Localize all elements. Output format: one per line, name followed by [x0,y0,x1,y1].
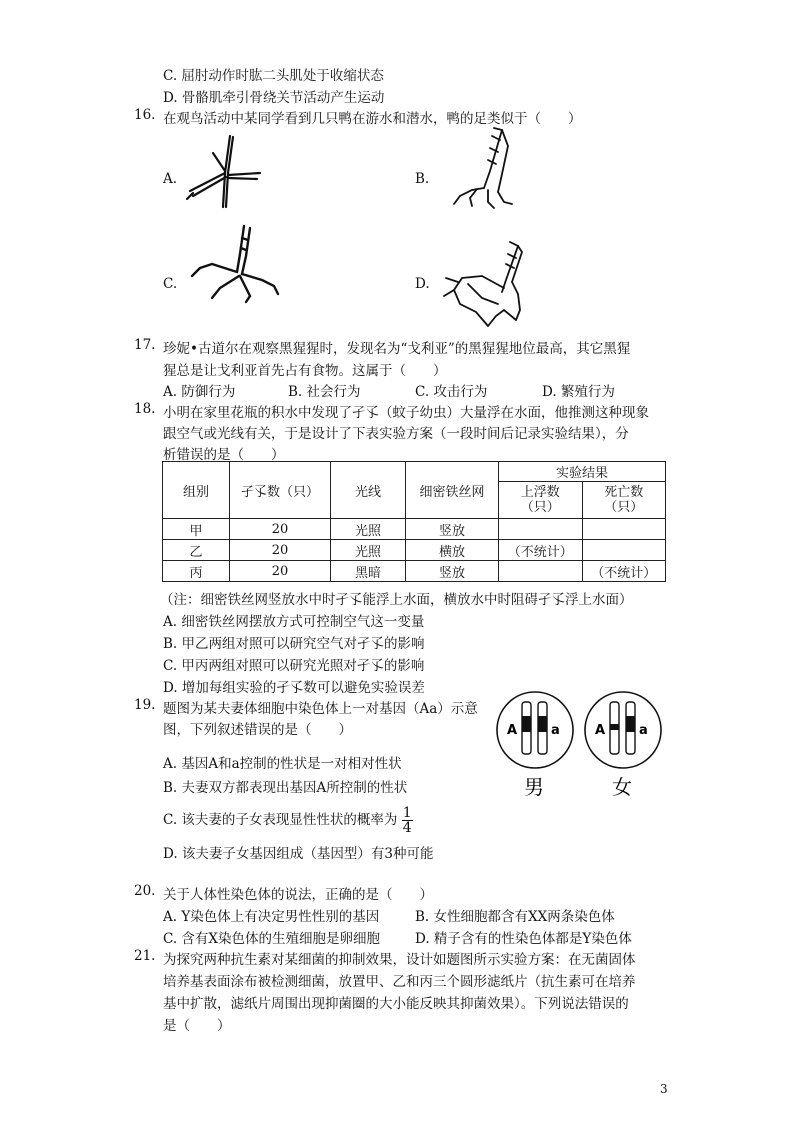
female-gene-A-label: A [595,723,606,738]
table-cell: 光照 [331,519,406,540]
table-cell: 20 [230,561,331,582]
table-header-float-line1: 上浮数 [520,485,560,500]
q17-stem-line2: 猩总是让戈利亚首先占有食物。这属于（ ） [163,363,447,379]
page-number: 3 [660,1082,668,1096]
table-header-dead-line2: （只） [604,500,644,515]
female-gene-a-label: a [639,723,648,738]
q18-stem-line3: 析错误的是（ ） [163,447,285,463]
table-row [163,540,666,561]
q15-option-c: C. 屈肘动作时肱二头肌处于收缩状态 [163,68,384,84]
q18-stem-line2: 跟空气或光线有关，于是设计了下表实验方案（一段时间后记录实验结果），分 [163,426,629,442]
q17-number: 17. [134,337,156,353]
table-cell: 横放 [406,540,499,561]
table-cell: 20 [230,540,331,561]
q20-stem: 关于人体性染色体的说法，正确的是（ ） [163,887,433,903]
q17-option-c: C. 攻击行为 [415,384,488,400]
q21-stem-line3: 基中扩散，滤纸片周围出现抑菌圈的大小能反映其抑菌效果）。下列说法错误的 [163,996,629,1012]
table-header-dead [582,482,666,519]
q21-stem-line4: 是（ ） [163,1018,231,1034]
table-cell: （不统计） [499,540,583,561]
q16-stem: 在观鸟活动中某同学看到几只鸭在游水和潜水，鸭的足类似于（ ） [163,111,582,127]
female-label: 女 [612,775,632,799]
q21-stem-line1: 为探究两种抗生素对某细菌的抑制效果，设计如题图所示实验方案：在无菌固体 [163,952,636,968]
table-header-light: 光线 [331,462,406,519]
table-cell: （不统计） [582,561,666,582]
q19-option-c [163,806,413,835]
q20-option-a: A. Y染色体上有决定男性性别的基因 [163,909,380,925]
q15-option-d: D. 骨骼肌牵引骨绕关节活动产生运动 [163,90,385,106]
table-row [163,519,666,540]
q17-option-a: A. 防御行为 [163,384,236,400]
table-cell: 光照 [331,540,406,561]
q16-label-a: A. [163,171,178,187]
table-cell: 黑暗 [331,561,406,582]
table-cell [582,540,666,561]
table-cell: 甲 [163,519,230,540]
table-cell: 竖放 [406,519,499,540]
q16-foot-a-image [185,133,265,211]
table-row [163,561,666,582]
table-cell: 竖放 [406,561,499,582]
q21-stem-line2: 培养基表面涂布被检测细菌，放置甲、乙和丙三个圆形滤纸片（抗生素可在培养 [163,974,636,990]
table-cell: 20 [230,519,331,540]
male-gene-A-label: A [507,723,518,738]
male-label: 男 [524,775,544,799]
q17-option-d: D. 繁殖行为 [542,384,615,400]
q19-option-d: D. 该夫妻子女基因组成（基因型）有3种可能 [163,846,434,862]
table-cell [499,519,583,540]
fraction-numerator: 1 [402,805,412,821]
q20-option-b: B. 女性细胞都含有XX两条染色体 [415,909,615,925]
q19-fraction [402,806,413,835]
q21-number: 21. [134,948,156,964]
q16-label-d: D. [415,276,430,292]
q20-option-d: D. 精子含有的性染色体都是Y染色体 [415,931,632,947]
q19-chromosome-figure [492,690,676,800]
q16-label-b: B. [415,171,430,187]
q16-foot-b-image [432,126,522,211]
table-cell: 乙 [163,540,230,561]
table-header-dead-line1: 死亡数 [604,485,644,500]
q18-option-d: D. 增加每组实验的孑孓数可以避免实验误差 [163,680,425,696]
female-cell-diagram [585,692,661,768]
male-gene-a-label: a [551,723,560,738]
q16-number: 16. [134,107,156,123]
table-header-count: 孑孓数（只） [230,462,331,519]
table-header-float [499,482,583,519]
q18-stem-line1: 小明在家里花瓶的积水中发现了孑孓（蚊子幼虫）大量浮在水面，他推测这种现象 [163,405,649,421]
table-header-result: 实验结果 [499,462,666,482]
table-header-float-line2: （只） [520,500,560,515]
q20-option-c: C. 含有X染色体的生殖细胞是卵细胞 [163,931,381,947]
q18-option-a: A. 细密铁丝网摆放方式可控制空气这一变量 [163,614,425,630]
q19-number: 19. [134,697,156,713]
table-cell [582,519,666,540]
q18-number: 18. [134,401,156,417]
q19-option-b: B. 夫妻双方都表现出基因A所控制的性状 [163,780,408,796]
table-cell [499,561,583,582]
q19-option-a: A. 基因A和a控制的性状是一对相对性状 [163,756,402,772]
q17-stem-line1: 珍妮•古道尔在观察黑猩猩时，发现名为“戈利亚”的黑猩猩地位最高，其它黑猩 [163,341,631,357]
q20-number: 20. [134,883,156,899]
q18-experiment-table [162,461,666,582]
male-cell-diagram [497,692,573,768]
q19-option-c-text: C. 该夫妻的子女表现显性性状的概率为 [163,812,398,828]
table-header-group: 组别 [163,462,230,519]
q19-stem-line1: 题图为某夫妻体细胞中染色体上一对基因（Aa）示意 [163,701,478,717]
q16-foot-d-image [432,240,527,328]
fraction-denominator: 4 [402,820,412,836]
q18-option-c: C. 甲丙两组对照可以研究光照对孑孓的影响 [163,658,425,674]
q16-label-c: C. [163,276,178,292]
q18-note: （注：细密铁丝网竖放水中时孑孓能浮上水面，横放水中时阻碍孑孓浮上水面） [160,592,633,608]
table-header-mesh: 细密铁丝网 [406,462,499,519]
q19-stem-line2: 图，下列叙述错误的是（ ） [163,722,352,738]
q16-foot-c-image [182,224,282,304]
q18-option-b: B. 甲乙两组对照可以研究空气对孑孓的影响 [163,636,425,652]
table-cell: 丙 [163,561,230,582]
q17-option-b: B. 社会行为 [288,384,361,400]
